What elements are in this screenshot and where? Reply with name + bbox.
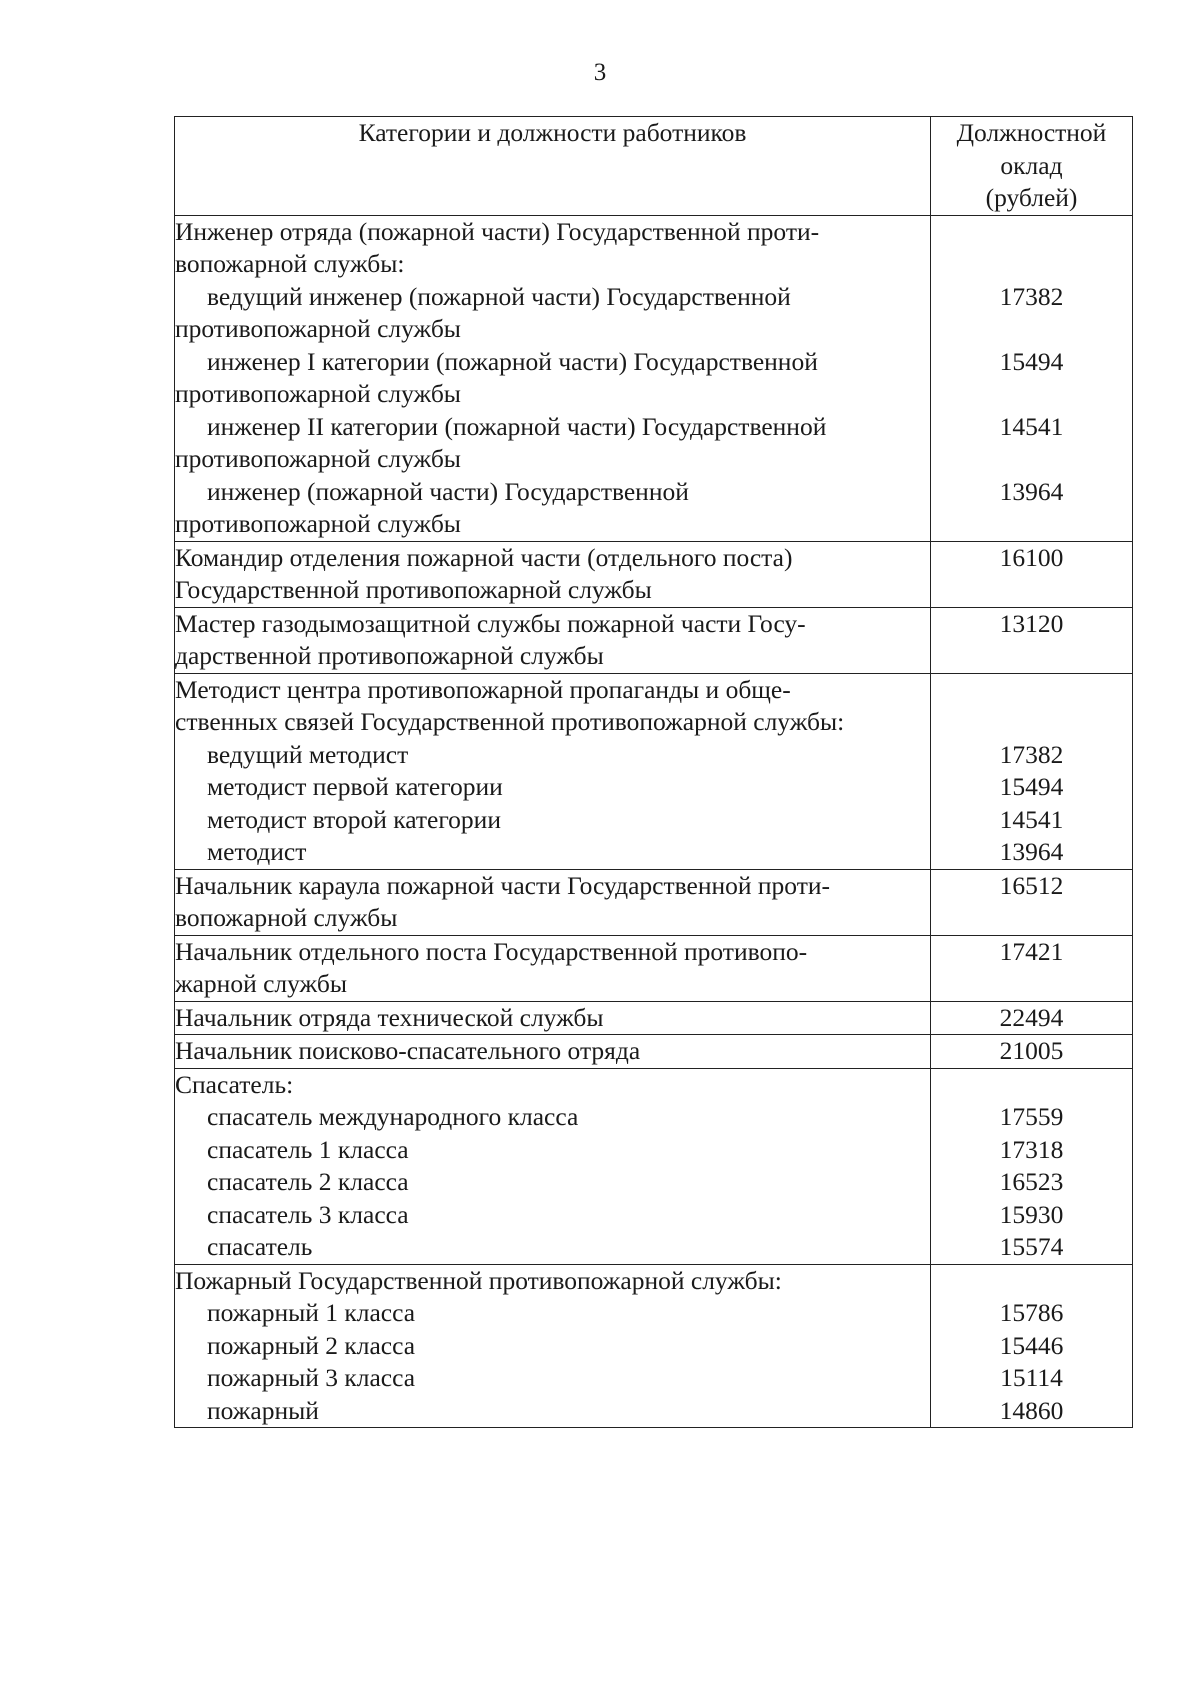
table-row: [175, 215, 1133, 541]
position-line: спасатель: [207, 1232, 313, 1261]
salary-value: [931, 674, 1132, 707]
position-line: методист первой категории: [207, 772, 503, 801]
salary-value: 17559: [999, 1102, 1064, 1131]
position-line: Государственной противопожарной службы: [175, 575, 652, 604]
salary-value: 15446: [999, 1330, 1064, 1360]
position-line: спасатель 3 класса: [207, 1199, 409, 1229]
table-row: [175, 869, 1133, 935]
category-cell: [175, 869, 931, 935]
salary-value: 13964: [999, 476, 1064, 506]
salary-value: 15786: [999, 1298, 1064, 1327]
salary-value: 14541: [999, 411, 1064, 441]
salary-value: 15930: [999, 1199, 1064, 1229]
position-line: вопожарной службы:: [175, 249, 405, 278]
salary-value: [931, 313, 1132, 346]
salary-value: 16512: [999, 870, 1064, 900]
salary-value: [931, 1069, 1132, 1102]
position-line: Инженер отряда (пожарной части) Государственной проти-: [175, 216, 820, 246]
salary-value: 17318: [999, 1134, 1064, 1164]
table-body: [175, 215, 1133, 1428]
salary-value: [931, 508, 1132, 541]
position-line: пожарный 3 класса: [207, 1363, 416, 1392]
position-line: пожарный 2 класса: [207, 1330, 416, 1360]
table-header-row: [175, 117, 1133, 216]
position-line: Командир отделения пожарной части (отдельного поста): [175, 542, 793, 572]
salary-value: [931, 248, 1132, 281]
salary-value: 16523: [999, 1167, 1064, 1196]
salary-cell: [931, 1264, 1133, 1428]
salary-value: 17382: [999, 739, 1064, 769]
salary-cell: [931, 935, 1133, 1001]
salary-value: 13120: [999, 608, 1064, 638]
category-cell: [175, 607, 931, 673]
salary-value: [931, 706, 1132, 739]
salary-value: 17421: [999, 936, 1064, 966]
category-cell: [175, 935, 931, 1001]
salary-value: 22494: [999, 1002, 1064, 1032]
position-line: Методист центра противопожарной пропаганды и обще-: [175, 674, 791, 704]
salary-value: 15494: [999, 346, 1064, 376]
salary-value: [931, 378, 1132, 411]
salary-value: 15494: [999, 772, 1064, 801]
position-line: методист второй категории: [207, 804, 501, 834]
position-line: инженер I категории (пожарной части) Государственной: [207, 346, 818, 376]
salary-cell: [931, 1035, 1133, 1069]
position-line: спасатель международного класса: [207, 1102, 579, 1131]
position-line: ведущий методист: [207, 739, 409, 769]
salary-value: 15114: [1000, 1363, 1063, 1392]
position-line: методист: [207, 837, 307, 866]
position-line: жарной службы: [175, 969, 347, 998]
salary-table: [174, 116, 1133, 1428]
position-line: спасатель 2 класса: [207, 1167, 409, 1196]
salary-cell: [931, 607, 1133, 673]
position-line: противопожарной службы: [175, 509, 461, 538]
salary-value: 17382: [999, 281, 1064, 311]
salary-value: 15574: [999, 1232, 1064, 1261]
salary-value: 14860: [999, 1395, 1064, 1425]
position-line: противопожарной службы: [175, 379, 461, 408]
position-line: пожарный: [207, 1395, 319, 1425]
position-line: Начальник отряда технической службы: [175, 1002, 604, 1032]
table-row: [175, 1001, 1133, 1035]
salary-value: [931, 443, 1132, 476]
salary-value: 16100: [999, 542, 1064, 572]
salary-value: [931, 968, 1132, 1001]
position-line: Спасатель:: [175, 1069, 294, 1099]
position-line: Начальник поисково-спасательного отряда: [175, 1036, 641, 1065]
salary-value: 14541: [999, 804, 1064, 834]
category-cell: [175, 215, 931, 541]
category-cell: [175, 1001, 931, 1035]
header-category-label: Категории и должности работников: [358, 118, 747, 147]
position-line: вопожарной службы: [175, 903, 398, 932]
salary-value: [931, 902, 1132, 935]
table-row: [175, 935, 1133, 1001]
position-line: ведущий инженер (пожарной части) Государственной: [207, 281, 791, 311]
category-cell: [175, 1264, 931, 1428]
position-line: противопожарной службы: [175, 444, 461, 473]
salary-cell: [931, 541, 1133, 607]
table-row: [175, 1035, 1133, 1069]
table-row: [175, 1068, 1133, 1264]
salary-cell: [931, 215, 1133, 541]
position-line: инженер II категории (пожарной части) Государственной: [207, 411, 827, 441]
header-salary: [931, 117, 1133, 216]
salary-value: [931, 1265, 1132, 1298]
position-line: Начальник отдельного поста Государственной противопо-: [175, 936, 808, 966]
position-line: противопожарной службы: [175, 314, 461, 343]
category-cell: [175, 673, 931, 869]
header-salary-line: (рублей): [985, 183, 1078, 212]
table-row: [175, 541, 1133, 607]
position-line: инженер (пожарной части) Государственной: [207, 476, 689, 506]
position-line: Мастер газодымозащитной службы пожарной части Госу-: [175, 608, 806, 638]
table-row: [175, 607, 1133, 673]
category-cell: [175, 541, 931, 607]
salary-value: [931, 574, 1132, 607]
position-line: ственных связей Государственной противопожарной службы:: [175, 707, 845, 736]
salary-cell: [931, 1001, 1133, 1035]
salary-value: 21005: [999, 1036, 1064, 1065]
position-line: Начальник караула пожарной части Государственной проти-: [175, 870, 831, 900]
salary-cell: [931, 673, 1133, 869]
category-cell: [175, 1068, 931, 1264]
position-line: дарственной противопожарной службы: [175, 641, 604, 670]
header-salary-line: Должностной: [956, 118, 1107, 147]
salary-cell: [931, 869, 1133, 935]
table-row: [175, 1264, 1133, 1428]
category-cell: [175, 1035, 931, 1069]
position-line: Пожарный Государственной противопожарной службы:: [175, 1265, 782, 1295]
position-line: спасатель 1 класса: [207, 1134, 409, 1164]
header-category: [175, 117, 931, 216]
salary-value: [931, 640, 1132, 673]
table-row: [175, 673, 1133, 869]
position-line: пожарный 1 класса: [207, 1298, 416, 1327]
page-number: 3: [593, 59, 607, 86]
salary-cell: [931, 1068, 1133, 1264]
header-salary-line: оклад: [1000, 150, 1063, 180]
salary-value: [931, 216, 1132, 249]
salary-value: 13964: [999, 837, 1064, 866]
